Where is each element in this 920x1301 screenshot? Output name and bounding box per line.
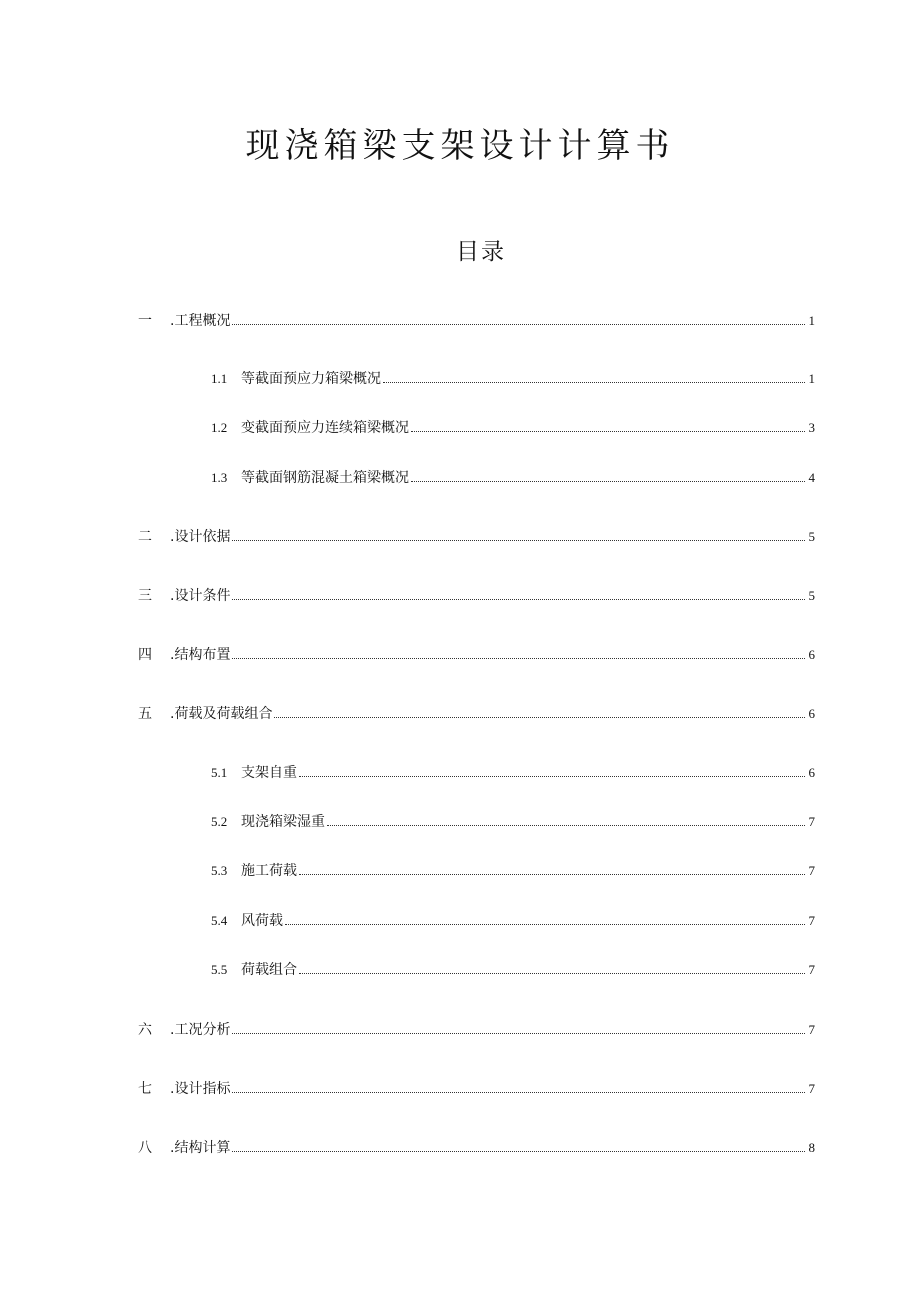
toc-entry-page: 5 [808,529,815,544]
toc-entry-page: 6 [808,706,815,721]
toc-entry-page: 7 [808,1081,815,1096]
toc-entry-number: 5.1 [211,765,228,780]
toc-entry-page: 4 [808,470,815,485]
toc-entry-1[interactable] [138,311,815,331]
toc-entry-page: 1 [808,371,815,386]
toc-entry-number: 六 [138,1022,152,1038]
toc-entry-page: 7 [808,814,815,829]
toc-entry-number: 八 [138,1140,152,1156]
toc-entry-number: 五 [138,706,152,722]
toc-dot-leader [232,1033,805,1034]
toc-entry-4[interactable] [138,645,815,665]
toc-entry-title: .设计依据 [170,529,231,545]
toc-entry-5-1[interactable] [211,763,815,783]
toc-entry-page: 5 [808,588,815,603]
toc-entry-title: .结构计算 [170,1140,231,1156]
toc-dot-leader [411,481,805,482]
toc-entry-title: 等截面预应力箱梁概况 [241,371,381,387]
toc-entry-page: 6 [808,765,815,780]
toc-entry-number: 5.3 [211,863,228,878]
toc-dot-leader [383,382,805,383]
toc-entry-title: .荷载及荷载组合 [170,706,273,722]
toc-dot-leader [232,540,805,541]
toc-entry-page: 7 [808,962,815,977]
toc-dot-leader [299,874,805,875]
toc-entry-6[interactable] [138,1020,815,1040]
toc-entry-number: 1.1 [211,371,228,386]
toc-entry-title: 等截面钢筋混凝土箱梁概况 [241,470,409,486]
toc-entry-number: 1.3 [211,470,228,485]
toc-entry-page: 6 [808,647,815,662]
toc-entry-title: 现浇箱梁湿重 [241,814,325,830]
toc-entry-title: .设计条件 [170,588,231,604]
toc-entry-5-4[interactable] [211,911,815,931]
toc-dot-leader [411,431,805,432]
toc-entry-5[interactable] [138,704,815,724]
toc-entry-page: 7 [808,913,815,928]
toc-entry-1-1[interactable] [211,369,815,389]
toc-dot-leader [274,717,805,718]
toc-dot-leader [232,599,805,600]
toc-entry-1-3[interactable] [211,468,815,488]
toc-entry-number: 5.5 [211,962,228,977]
toc-entry-title: 变截面预应力连续箱梁概况 [241,420,409,436]
toc-entry-title: .结构布置 [170,647,231,663]
toc-entry-page: 8 [808,1140,815,1155]
toc-entry-number: 5.4 [211,913,228,928]
toc-entry-title: 施工荷载 [241,863,297,879]
toc-entry-number: 二 [138,529,152,545]
toc-dot-leader [232,1092,805,1093]
toc-entry-5-5[interactable] [211,960,815,980]
toc-entry-3[interactable] [138,586,815,606]
toc-entry-page: 7 [808,1022,815,1037]
toc-entry-1-2[interactable] [211,418,815,438]
toc-dot-leader [232,324,805,325]
toc-entry-8[interactable] [138,1138,815,1158]
toc-entry-7[interactable] [138,1079,815,1099]
toc-entry-2[interactable] [138,527,815,547]
toc-entry-title: .工程概况 [170,313,231,329]
toc-entry-5-2[interactable] [211,812,815,832]
toc-dot-leader [327,825,805,826]
toc-entry-5-3[interactable] [211,861,815,881]
toc-dot-leader [299,973,805,974]
toc-entry-title: 荷载组合 [241,962,297,978]
toc-dot-leader [299,776,805,777]
toc-dot-leader [285,924,805,925]
toc-entry-number: 四 [138,647,152,663]
toc-entry-number: 1.2 [211,420,228,435]
document-title: 现浇箱梁支架设计计算书 [245,126,675,166]
toc-entry-title: 支架自重 [241,765,297,781]
toc-dot-leader [232,1151,805,1152]
toc-entry-page: 7 [808,863,815,878]
toc-entry-page: 1 [808,313,815,328]
toc-entry-title: .工况分析 [170,1022,231,1038]
toc-entry-number: 5.2 [211,814,228,829]
toc-entry-number: 一 [138,313,152,329]
toc-entry-page: 3 [808,420,815,435]
toc-entry-number: 七 [138,1081,152,1097]
toc-entry-title: .设计指标 [170,1081,231,1097]
toc-entry-title: 风荷载 [241,913,283,929]
toc-entry-number: 三 [138,588,152,604]
toc-heading: 目录 [456,239,506,265]
toc-dot-leader [232,658,805,659]
